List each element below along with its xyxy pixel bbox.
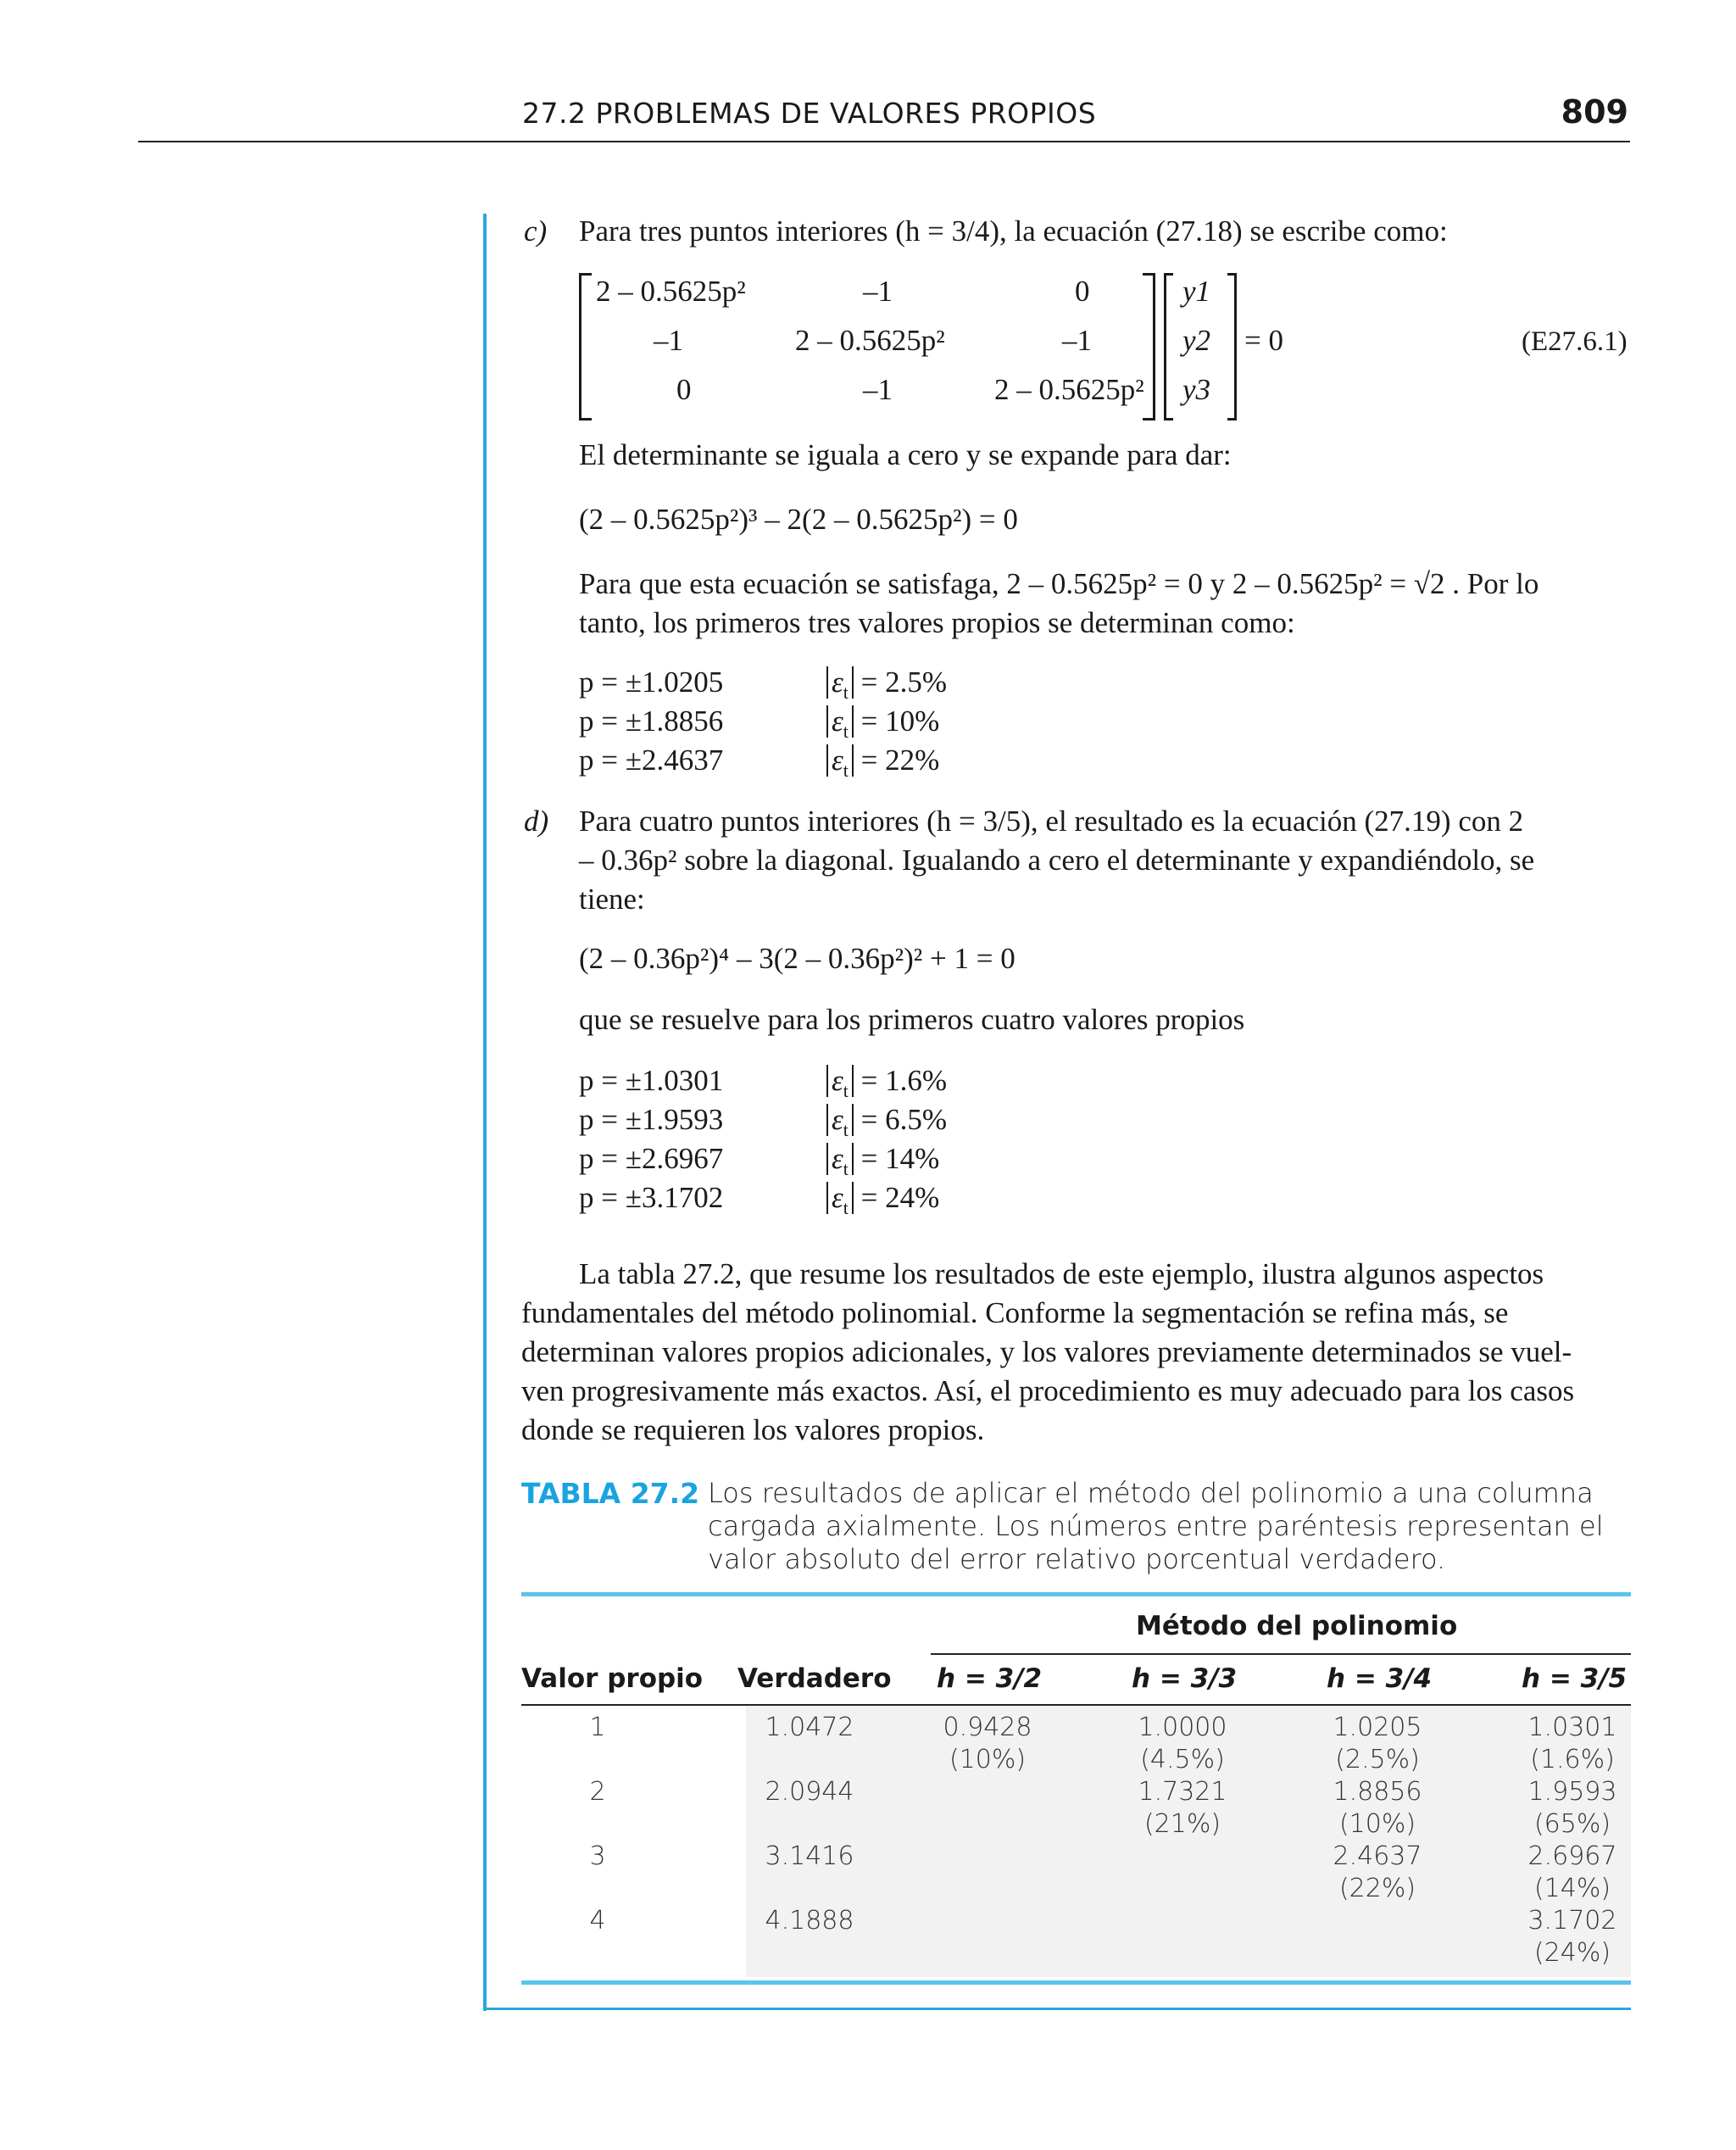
table-cell: 2.6967 (1527, 1841, 1617, 1871)
col-header-verdadero: Verdadero (737, 1663, 892, 1694)
matrix-rhs: = 0 (1244, 324, 1283, 357)
table-cell: 1.0472 (765, 1713, 854, 1742)
vector-entry: y1 (1182, 275, 1211, 308)
matrix-right-bracket (1143, 273, 1155, 421)
error-c-3: $\varepsilon_t = 22\%$ (826, 741, 939, 780)
matrix-cell: –1 (654, 324, 683, 357)
paragraph-line: La tabla 27.2, que resume los resultados de este ejemplo, ilustra algunos aspectos (579, 1257, 1544, 1290)
eigenvalue-c-3: p = ±2.4637 (579, 744, 724, 777)
table-cell: (4.5%) (1140, 1745, 1225, 1774)
table-top-rule (521, 1592, 1631, 1596)
eigenvalue-d-2: p = ±1.9593 (579, 1103, 724, 1136)
table-cell: 1.8856 (1333, 1777, 1422, 1807)
matrix-cell: 0 (676, 373, 692, 406)
error-d-4: $\varepsilon_t = 24\%$ (826, 1178, 939, 1217)
example-side-rule (483, 214, 487, 2011)
table-cell: (1.6%) (1530, 1745, 1615, 1774)
table-cell: (65%) (1533, 1809, 1611, 1839)
table-title: TABLA 27.2 (521, 1477, 700, 1510)
table-cell: 1 (589, 1713, 606, 1742)
item-label-c: c) (524, 214, 548, 248)
table-cell: 1.0000 (1138, 1713, 1227, 1742)
group-header: Método del polinomio (1136, 1611, 1458, 1641)
table-cell: (10%) (1338, 1809, 1416, 1839)
section-title: 27.2 PROBLEMAS DE VALORES PROPIOS (522, 97, 1097, 130)
table-cell: 4 (589, 1906, 606, 1936)
col-header-h32: h = 3/2 (937, 1663, 1043, 1694)
table-cell: (10%) (949, 1745, 1027, 1774)
col-header-valor-propio: Valor propio (521, 1663, 704, 1694)
matrix-cell: –1 (863, 373, 893, 406)
error-c-1: $\varepsilon_t = 2.5\%$ (826, 663, 947, 702)
table-caption: Los resultados de aplicar el método del polinomio a una columna cargada axialmente. Los números entre paréntesis representan el valor absoluto del error relativo porcentual verdadero. (708, 1477, 1604, 1575)
matrix-cell: –1 (863, 275, 893, 308)
table-cell: 2 (589, 1777, 606, 1807)
matrix-cell: 2 – 0.5625p² (994, 373, 1144, 406)
table-cell: 1.9593 (1527, 1777, 1617, 1807)
table-cell: 1.0205 (1333, 1713, 1422, 1742)
vector-entry: y2 (1182, 324, 1211, 357)
paragraph-line: determinan valores propios adicionales, y los valores previamente determinados se vuel- (521, 1335, 1572, 1368)
table-cell: (24%) (1533, 1938, 1611, 1968)
running-header (138, 93, 1630, 142)
part-d-line-3: tiene: (579, 883, 645, 916)
table-cell: 0.9428 (943, 1713, 1032, 1742)
col-header-h35: h = 3/5 (1522, 1663, 1628, 1694)
vector-entry: y3 (1182, 373, 1211, 406)
table-cell: (14%) (1533, 1874, 1611, 1903)
eigenvalue-d-4: p = ±3.1702 (579, 1181, 724, 1214)
table-cell: 2.4637 (1333, 1841, 1422, 1871)
col-header-h34: h = 3/4 (1327, 1663, 1433, 1694)
coefficient-matrix (579, 273, 1291, 419)
error-d-3: $\varepsilon_t = 14\%$ (826, 1139, 939, 1178)
paragraph-line: fundamentales del método polinomial. Conforme la segmentación se refina más, se (521, 1296, 1509, 1329)
vector-right-brace (1227, 273, 1237, 421)
expanded-equation-c: (2 – 0.5625p²)³ – 2(2 – 0.5625p²) = 0 (579, 503, 1018, 536)
table-bottom-rule (521, 1980, 1631, 1985)
solve-text: que se resuelve para los primeros cuatro valores propios (579, 1003, 1245, 1036)
expanded-equation-d: (2 – 0.36p²)⁴ – 3(2 – 0.36p²)² + 1 = 0 (579, 942, 1015, 975)
satisfy-line-1: Para que esta ecuación se satisfaga, 2 – 0.5625p² = 0 y 2 – 0.5625p² = √2 . Por lo (579, 567, 1539, 600)
example-bottom-rule (483, 2008, 1631, 2010)
paragraph-line: donde se requieren los valores propios. (521, 1413, 985, 1446)
matrix-left-bracket (579, 273, 592, 421)
table-cell: 1.7321 (1138, 1777, 1227, 1807)
paragraph-line: ven progresivamente más exactos. Así, el procedimiento es muy adecuado para los casos (521, 1374, 1575, 1407)
matrix-cell: 2 – 0.5625p² (596, 275, 746, 308)
table-cell: (22%) (1338, 1874, 1416, 1903)
satisfy-line-2: tanto, los primeros tres valores propios se determinan como: (579, 606, 1295, 639)
matrix-cell: –1 (1062, 324, 1092, 357)
page-number: 809 (1561, 93, 1628, 131)
matrix-cell: 0 (1075, 275, 1090, 308)
error-d-1: $\varepsilon_t = 1.6\%$ (826, 1061, 947, 1100)
table-cell: 2.0944 (765, 1777, 854, 1807)
table-cell: 4.1888 (765, 1906, 854, 1936)
error-c-2: $\varepsilon_t = 10\%$ (826, 702, 939, 741)
part-d-line-2: – 0.36p² sobre la diagonal. Igualando a cero el determinante y expandiéndolo, se (579, 844, 1535, 877)
table-cell: 3 (589, 1841, 606, 1871)
col-header-h33: h = 3/3 (1132, 1663, 1238, 1694)
eigenvalue-c-1: p = ±1.0205 (579, 666, 724, 699)
group-header-rule (931, 1653, 1631, 1655)
table-cell: (21%) (1143, 1809, 1221, 1839)
table-cell: 3.1416 (765, 1841, 854, 1871)
table-cell: 1.0301 (1527, 1713, 1617, 1742)
part-c-intro: Para tres puntos interiores (h = 3/4), la ecuación (27.18) se escribe como: (579, 214, 1448, 248)
table-cell: (2.5%) (1335, 1745, 1420, 1774)
item-label-d: d) (524, 805, 549, 838)
part-d-line-1: Para cuatro puntos interiores (h = 3/5), el resultado es la ecuación (27.19) con 2 (579, 805, 1524, 838)
eigenvalue-d-3: p = ±2.6967 (579, 1142, 724, 1175)
eigenvalue-c-2: p = ±1.8856 (579, 705, 724, 738)
vector-left-brace (1164, 273, 1173, 421)
equation-label: (E27.6.1) (1522, 326, 1628, 357)
eigenvalue-d-1: p = ±1.0301 (579, 1064, 724, 1097)
matrix-cell: 2 – 0.5625p² (795, 324, 945, 357)
table-cell: 3.1702 (1527, 1906, 1617, 1936)
determinant-text: El determinante se iguala a cero y se expande para dar: (579, 438, 1232, 471)
error-d-2: $\varepsilon_t = 6.5\%$ (826, 1100, 947, 1139)
